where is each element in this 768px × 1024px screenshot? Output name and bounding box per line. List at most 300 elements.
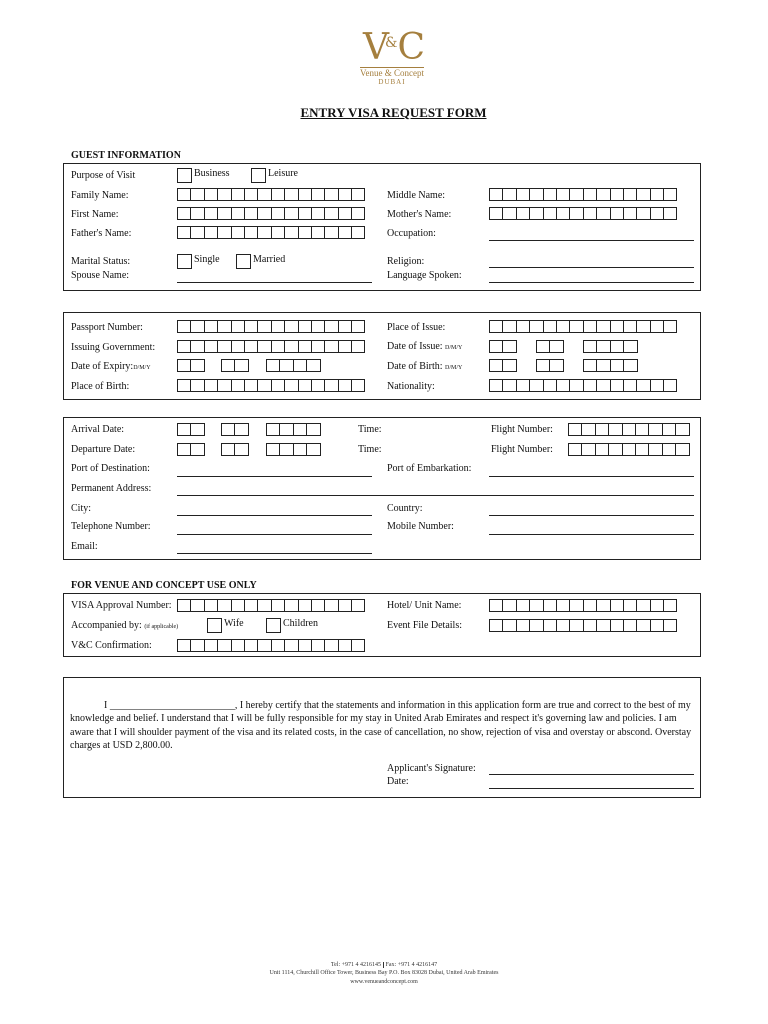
char-box[interactable] <box>217 188 231 201</box>
char-box[interactable] <box>489 188 503 201</box>
char-box[interactable] <box>311 320 325 333</box>
char-box[interactable] <box>595 443 609 456</box>
char-box[interactable] <box>221 423 235 436</box>
char-box[interactable] <box>266 423 280 436</box>
char-box[interactable] <box>502 340 516 353</box>
char-box[interactable] <box>596 359 610 372</box>
char-box[interactable] <box>311 379 325 392</box>
char-box[interactable] <box>351 320 365 333</box>
char-box[interactable] <box>234 423 248 436</box>
char-box[interactable] <box>529 188 543 201</box>
char-box[interactable] <box>351 599 365 612</box>
char-box[interactable] <box>298 320 312 333</box>
date-of-expiry-month[interactable] <box>221 359 249 372</box>
char-box[interactable] <box>177 188 191 201</box>
char-box[interactable] <box>596 340 610 353</box>
date-of-expiry-year[interactable] <box>266 359 321 372</box>
char-box[interactable] <box>284 340 298 353</box>
char-box[interactable] <box>569 619 583 632</box>
char-box[interactable] <box>284 599 298 612</box>
char-box[interactable] <box>549 359 563 372</box>
char-box[interactable] <box>190 599 204 612</box>
char-box[interactable] <box>662 423 676 436</box>
char-box[interactable] <box>231 188 245 201</box>
char-box[interactable] <box>581 423 595 436</box>
char-box[interactable] <box>298 599 312 612</box>
char-box[interactable] <box>266 443 280 456</box>
char-box[interactable] <box>569 207 583 220</box>
date-of-birth-day[interactable] <box>489 359 517 372</box>
char-box[interactable] <box>663 599 677 612</box>
char-box[interactable] <box>623 207 637 220</box>
char-box[interactable] <box>595 423 609 436</box>
char-box[interactable] <box>623 188 637 201</box>
char-box[interactable] <box>204 226 218 239</box>
char-box[interactable] <box>608 423 622 436</box>
char-box[interactable] <box>204 639 218 652</box>
char-box[interactable] <box>623 359 637 372</box>
middle-name-field[interactable] <box>489 188 677 201</box>
char-box[interactable] <box>662 443 676 456</box>
passport-number-field[interactable] <box>177 320 365 333</box>
char-box[interactable] <box>338 207 352 220</box>
char-box[interactable] <box>177 320 191 333</box>
char-box[interactable] <box>556 207 570 220</box>
char-box[interactable] <box>231 599 245 612</box>
char-box[interactable] <box>298 188 312 201</box>
char-box[interactable] <box>351 379 365 392</box>
spouse-name-field[interactable] <box>177 282 372 283</box>
char-box[interactable] <box>244 188 258 201</box>
char-box[interactable] <box>568 423 582 436</box>
char-box[interactable] <box>324 599 338 612</box>
char-box[interactable] <box>217 639 231 652</box>
char-box[interactable] <box>543 188 557 201</box>
char-box[interactable] <box>502 320 516 333</box>
char-box[interactable] <box>663 320 677 333</box>
char-box[interactable] <box>298 639 312 652</box>
char-box[interactable] <box>177 423 191 436</box>
char-box[interactable] <box>271 226 285 239</box>
char-box[interactable] <box>529 207 543 220</box>
char-box[interactable] <box>231 639 245 652</box>
char-box[interactable] <box>529 379 543 392</box>
char-box[interactable] <box>636 379 650 392</box>
char-box[interactable] <box>569 320 583 333</box>
date-of-issue-month[interactable] <box>536 340 564 353</box>
char-box[interactable] <box>610 340 624 353</box>
char-box[interactable] <box>338 599 352 612</box>
char-box[interactable] <box>298 379 312 392</box>
char-box[interactable] <box>516 599 530 612</box>
arrival-flight-field[interactable] <box>568 423 690 436</box>
char-box[interactable] <box>529 619 543 632</box>
char-box[interactable] <box>244 320 258 333</box>
char-box[interactable] <box>569 379 583 392</box>
char-box[interactable] <box>244 599 258 612</box>
char-box[interactable] <box>622 423 636 436</box>
char-box[interactable] <box>529 320 543 333</box>
char-box[interactable] <box>596 619 610 632</box>
char-box[interactable] <box>190 226 204 239</box>
char-box[interactable] <box>190 207 204 220</box>
char-box[interactable] <box>489 379 503 392</box>
hotel-unit-field[interactable] <box>489 599 677 612</box>
city-field[interactable] <box>177 515 372 516</box>
char-box[interactable] <box>271 379 285 392</box>
char-box[interactable] <box>663 188 677 201</box>
char-box[interactable] <box>311 599 325 612</box>
children-checkbox[interactable] <box>266 618 281 633</box>
nationality-field[interactable] <box>489 379 677 392</box>
place-of-issue-field[interactable] <box>489 320 677 333</box>
char-box[interactable] <box>204 379 218 392</box>
issuing-government-field[interactable] <box>177 340 365 353</box>
char-box[interactable] <box>324 320 338 333</box>
char-box[interactable] <box>177 340 191 353</box>
char-box[interactable] <box>257 207 271 220</box>
char-box[interactable] <box>311 340 325 353</box>
char-box[interactable] <box>489 340 503 353</box>
char-box[interactable] <box>489 619 503 632</box>
char-box[interactable] <box>324 226 338 239</box>
char-box[interactable] <box>293 443 307 456</box>
char-box[interactable] <box>257 320 271 333</box>
family-name-field[interactable] <box>177 188 365 201</box>
char-box[interactable] <box>536 359 550 372</box>
char-box[interactable] <box>608 443 622 456</box>
char-box[interactable] <box>610 599 624 612</box>
char-box[interactable] <box>648 423 662 436</box>
char-box[interactable] <box>516 320 530 333</box>
char-box[interactable] <box>231 340 245 353</box>
char-box[interactable] <box>351 226 365 239</box>
char-box[interactable] <box>610 320 624 333</box>
fathers-name-field[interactable] <box>177 226 365 239</box>
char-box[interactable] <box>177 379 191 392</box>
char-box[interactable] <box>279 359 293 372</box>
char-box[interactable] <box>635 423 649 436</box>
signature-field[interactable] <box>489 774 694 775</box>
char-box[interactable] <box>502 619 516 632</box>
char-box[interactable] <box>489 599 503 612</box>
char-box[interactable] <box>271 639 285 652</box>
char-box[interactable] <box>502 379 516 392</box>
char-box[interactable] <box>271 340 285 353</box>
char-box[interactable] <box>298 340 312 353</box>
char-box[interactable] <box>650 207 664 220</box>
char-box[interactable] <box>244 207 258 220</box>
char-box[interactable] <box>650 188 664 201</box>
char-box[interactable] <box>650 599 664 612</box>
char-box[interactable] <box>650 379 664 392</box>
char-box[interactable] <box>279 443 293 456</box>
mobile-field[interactable] <box>489 534 694 535</box>
char-box[interactable] <box>177 639 191 652</box>
char-box[interactable] <box>543 379 557 392</box>
char-box[interactable] <box>324 639 338 652</box>
char-box[interactable] <box>293 423 307 436</box>
char-box[interactable] <box>623 599 637 612</box>
departure-date-year[interactable] <box>266 443 321 456</box>
char-box[interactable] <box>596 599 610 612</box>
char-box[interactable] <box>583 320 597 333</box>
char-box[interactable] <box>217 340 231 353</box>
char-box[interactable] <box>190 188 204 201</box>
char-box[interactable] <box>177 599 191 612</box>
char-box[interactable] <box>351 639 365 652</box>
char-box[interactable] <box>293 359 307 372</box>
telephone-field[interactable] <box>177 534 372 535</box>
char-box[interactable] <box>623 379 637 392</box>
char-box[interactable] <box>675 423 689 436</box>
wife-checkbox[interactable] <box>207 618 222 633</box>
char-box[interactable] <box>636 619 650 632</box>
char-box[interactable] <box>663 207 677 220</box>
char-box[interactable] <box>271 188 285 201</box>
char-box[interactable] <box>596 379 610 392</box>
date-of-expiry-day[interactable] <box>177 359 205 372</box>
char-box[interactable] <box>177 359 191 372</box>
char-box[interactable] <box>583 379 597 392</box>
char-box[interactable] <box>244 340 258 353</box>
char-box[interactable] <box>234 443 248 456</box>
char-box[interactable] <box>516 619 530 632</box>
char-box[interactable] <box>536 340 550 353</box>
leisure-checkbox[interactable] <box>251 168 266 183</box>
char-box[interactable] <box>234 359 248 372</box>
char-box[interactable] <box>190 320 204 333</box>
char-box[interactable] <box>217 320 231 333</box>
char-box[interactable] <box>556 188 570 201</box>
char-box[interactable] <box>636 207 650 220</box>
char-box[interactable] <box>502 188 516 201</box>
char-box[interactable] <box>231 379 245 392</box>
char-box[interactable] <box>338 639 352 652</box>
char-box[interactable] <box>257 379 271 392</box>
char-box[interactable] <box>556 599 570 612</box>
char-box[interactable] <box>543 320 557 333</box>
char-box[interactable] <box>610 207 624 220</box>
char-box[interactable] <box>231 207 245 220</box>
char-box[interactable] <box>636 188 650 201</box>
char-box[interactable] <box>221 359 235 372</box>
married-checkbox[interactable] <box>236 254 251 269</box>
char-box[interactable] <box>221 443 235 456</box>
first-name-field[interactable] <box>177 207 365 220</box>
char-box[interactable] <box>190 443 204 456</box>
char-box[interactable] <box>257 639 271 652</box>
char-box[interactable] <box>596 320 610 333</box>
char-box[interactable] <box>204 599 218 612</box>
char-box[interactable] <box>324 379 338 392</box>
char-box[interactable] <box>324 188 338 201</box>
vc-confirmation-field[interactable] <box>177 639 365 652</box>
char-box[interactable] <box>311 226 325 239</box>
char-box[interactable] <box>284 226 298 239</box>
char-box[interactable] <box>271 207 285 220</box>
char-box[interactable] <box>663 619 677 632</box>
char-box[interactable] <box>217 379 231 392</box>
char-box[interactable] <box>543 599 557 612</box>
char-box[interactable] <box>543 619 557 632</box>
char-box[interactable] <box>623 340 637 353</box>
char-box[interactable] <box>489 359 503 372</box>
char-box[interactable] <box>217 207 231 220</box>
departure-date-day[interactable] <box>177 443 205 456</box>
char-box[interactable] <box>635 443 649 456</box>
char-box[interactable] <box>623 619 637 632</box>
char-box[interactable] <box>311 188 325 201</box>
char-box[interactable] <box>306 359 320 372</box>
char-box[interactable] <box>244 639 258 652</box>
char-box[interactable] <box>636 320 650 333</box>
char-box[interactable] <box>324 207 338 220</box>
mothers-name-field[interactable] <box>489 207 677 220</box>
char-box[interactable] <box>663 379 677 392</box>
char-box[interactable] <box>583 359 597 372</box>
char-box[interactable] <box>190 639 204 652</box>
char-box[interactable] <box>231 320 245 333</box>
char-box[interactable] <box>244 226 258 239</box>
char-box[interactable] <box>204 207 218 220</box>
char-box[interactable] <box>351 207 365 220</box>
arrival-date-month[interactable] <box>221 423 249 436</box>
date-of-issue-day[interactable] <box>489 340 517 353</box>
char-box[interactable] <box>502 207 516 220</box>
char-box[interactable] <box>502 359 516 372</box>
char-box[interactable] <box>271 599 285 612</box>
char-box[interactable] <box>569 188 583 201</box>
char-box[interactable] <box>543 207 557 220</box>
email-field[interactable] <box>177 553 372 554</box>
single-checkbox[interactable] <box>177 254 192 269</box>
business-checkbox[interactable] <box>177 168 192 183</box>
char-box[interactable] <box>177 226 191 239</box>
char-box[interactable] <box>583 340 597 353</box>
char-box[interactable] <box>516 188 530 201</box>
char-box[interactable] <box>596 188 610 201</box>
footer-website[interactable]: www.venueandconcept.com <box>350 979 418 985</box>
char-box[interactable] <box>610 359 624 372</box>
date-of-issue-year[interactable] <box>583 340 638 353</box>
port-of-embarkation-field[interactable] <box>489 476 694 477</box>
char-box[interactable] <box>338 379 352 392</box>
language-spoken-field[interactable] <box>489 282 694 283</box>
char-box[interactable] <box>583 619 597 632</box>
char-box[interactable] <box>583 207 597 220</box>
char-box[interactable] <box>298 207 312 220</box>
char-box[interactable] <box>217 599 231 612</box>
char-box[interactable] <box>636 599 650 612</box>
char-box[interactable] <box>284 188 298 201</box>
char-box[interactable] <box>257 599 271 612</box>
char-box[interactable] <box>284 379 298 392</box>
char-box[interactable] <box>351 340 365 353</box>
char-box[interactable] <box>338 226 352 239</box>
event-file-field[interactable] <box>489 619 677 632</box>
char-box[interactable] <box>190 379 204 392</box>
char-box[interactable] <box>516 207 530 220</box>
char-box[interactable] <box>298 226 312 239</box>
arrival-date-day[interactable] <box>177 423 205 436</box>
char-box[interactable] <box>338 340 352 353</box>
departure-date-month[interactable] <box>221 443 249 456</box>
country-field[interactable] <box>489 515 694 516</box>
char-box[interactable] <box>610 619 624 632</box>
char-box[interactable] <box>502 599 516 612</box>
char-box[interactable] <box>311 207 325 220</box>
char-box[interactable] <box>324 340 338 353</box>
arrival-date-year[interactable] <box>266 423 321 436</box>
char-box[interactable] <box>610 188 624 201</box>
religion-field[interactable] <box>489 267 694 268</box>
char-box[interactable] <box>650 619 664 632</box>
char-box[interactable] <box>284 207 298 220</box>
char-box[interactable] <box>284 320 298 333</box>
char-box[interactable] <box>556 320 570 333</box>
departure-flight-field[interactable] <box>568 443 690 456</box>
char-box[interactable] <box>489 320 503 333</box>
char-box[interactable] <box>650 320 664 333</box>
char-box[interactable] <box>623 320 637 333</box>
char-box[interactable] <box>306 443 320 456</box>
char-box[interactable] <box>311 639 325 652</box>
char-box[interactable] <box>338 188 352 201</box>
char-box[interactable] <box>284 639 298 652</box>
char-box[interactable] <box>217 226 231 239</box>
char-box[interactable] <box>306 423 320 436</box>
char-box[interactable] <box>257 226 271 239</box>
char-box[interactable] <box>556 379 570 392</box>
char-box[interactable] <box>257 340 271 353</box>
char-box[interactable] <box>581 443 595 456</box>
permanent-address-field[interactable] <box>177 495 694 496</box>
char-box[interactable] <box>177 207 191 220</box>
place-of-birth-field[interactable] <box>177 379 365 392</box>
char-box[interactable] <box>190 423 204 436</box>
char-box[interactable] <box>569 599 583 612</box>
char-box[interactable] <box>568 443 582 456</box>
char-box[interactable] <box>556 619 570 632</box>
char-box[interactable] <box>266 359 280 372</box>
char-box[interactable] <box>204 188 218 201</box>
char-box[interactable] <box>516 379 530 392</box>
visa-approval-field[interactable] <box>177 599 365 612</box>
char-box[interactable] <box>338 320 352 333</box>
char-box[interactable] <box>549 340 563 353</box>
char-box[interactable] <box>190 359 204 372</box>
occupation-field[interactable] <box>489 240 694 241</box>
char-box[interactable] <box>204 320 218 333</box>
char-box[interactable] <box>583 188 597 201</box>
char-box[interactable] <box>244 379 258 392</box>
char-box[interactable] <box>610 379 624 392</box>
char-box[interactable] <box>675 443 689 456</box>
char-box[interactable] <box>177 443 191 456</box>
char-box[interactable] <box>257 188 271 201</box>
port-of-destination-field[interactable] <box>177 476 372 477</box>
char-box[interactable] <box>190 340 204 353</box>
char-box[interactable] <box>622 443 636 456</box>
char-box[interactable] <box>231 226 245 239</box>
date-of-birth-month[interactable] <box>536 359 564 372</box>
char-box[interactable] <box>648 443 662 456</box>
char-box[interactable] <box>351 188 365 201</box>
date-field[interactable] <box>489 788 694 789</box>
date-of-birth-year[interactable] <box>583 359 638 372</box>
char-box[interactable] <box>279 423 293 436</box>
